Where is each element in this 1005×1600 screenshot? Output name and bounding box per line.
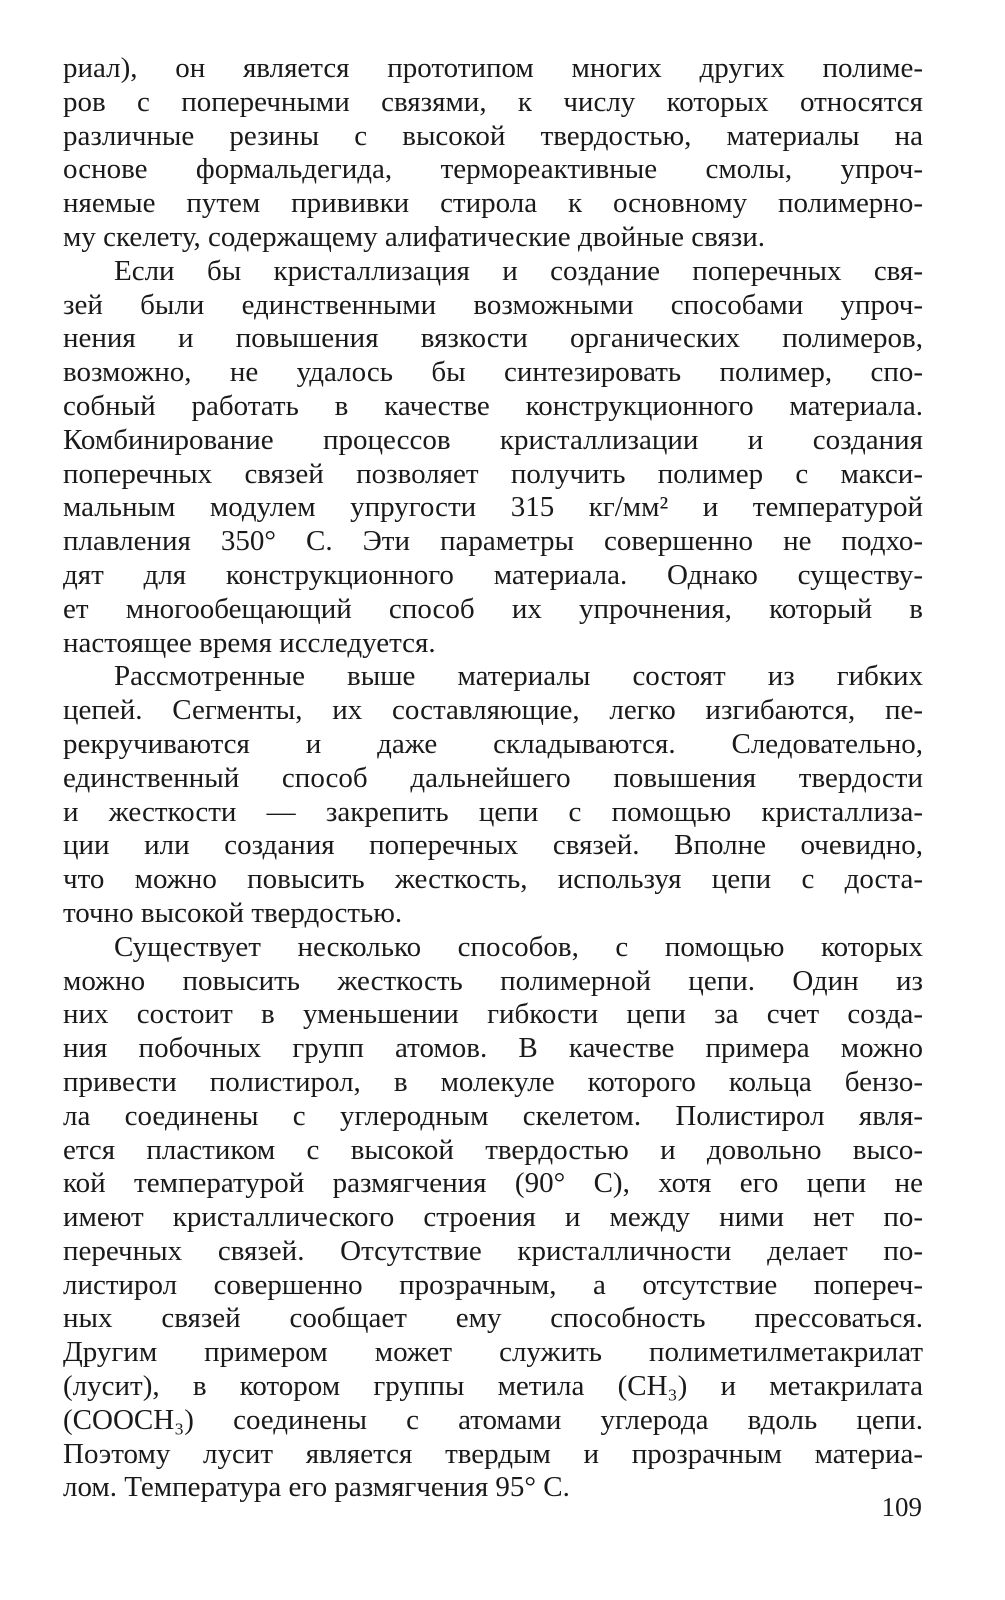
text-line: ла соединены с углеродным скелетом. Полистирол явля- [63, 1099, 923, 1132]
text-line: них состоит в уменьшении гибкости цепи за счет созда- [63, 998, 923, 1031]
text-line: мальным модулем упругости 315 кг/мм² и температурой [63, 491, 923, 524]
text-line: му скелету, содержащему алифатические двойные связи. [63, 220, 765, 253]
text-line: листирол совершенно прозрачным, а отсутствие попереч- [63, 1268, 923, 1301]
text-line: возможно, не удалось бы синтезировать полимер, спо- [63, 356, 923, 389]
text-line: единственный способ дальнейшего повышения твердости [63, 761, 923, 794]
paragraph-4 [63, 931, 923, 1506]
text-line: имеют кристаллического строения и между ними нет по- [63, 1201, 923, 1234]
page-body [63, 52, 923, 1505]
text-line: ет многообещающий способ их упрочнения, который в [63, 592, 923, 625]
text-line: лом. Температура его размягчения 95° С. [63, 1471, 570, 1504]
text-line: перечных связей. Отсутствие кристалличности делает по- [63, 1234, 923, 1267]
text-line: Другим примером может служить полиметилметакрилат [63, 1336, 923, 1369]
text-line: Если бы кристаллизация и создание поперечных свя- [114, 254, 923, 287]
text-line: Поэтому лусит является твердым и прозрачным материа- [63, 1437, 923, 1470]
text-line: ров с поперечными связями, к числу которых относятся [63, 85, 923, 118]
text-line: нения и повышения вязкости органических полимеров, [63, 322, 923, 355]
text-line: Комбинирование процессов кристаллизации и создания [63, 423, 923, 456]
text-line: кой температурой размягчения (90° С), хотя его цепи не [63, 1167, 923, 1200]
text-line: Существует несколько способов, с помощью которых [114, 930, 923, 963]
text-line: (лусит), в котором группы метила (CH₃) и метакрилата [63, 1370, 923, 1403]
text-line: основе формальдегида, термореактивные смолы, упроч- [63, 153, 923, 186]
text-line: ется пластиком с высокой твердостью и довольно высо- [63, 1133, 923, 1166]
text-line: собный работать в качестве конструкционного материала. [63, 389, 923, 422]
text-line: можно повысить жесткость полимерной цепи. Один из [63, 964, 923, 997]
text-line: ния побочных групп атомов. В качестве примера можно [63, 1032, 923, 1065]
paragraph-2 [63, 255, 923, 661]
text-line: и жесткости — закрепить цепи с помощью кристаллиза- [63, 795, 923, 828]
text-line: Рассмотренные выше материалы состоят из гибких [114, 660, 923, 693]
text-line: настоящее время исследуется. [63, 626, 436, 659]
text-line: няемые путем прививки стирола к основному полимерно- [63, 187, 923, 220]
text-line: привести полистирол, в молекуле которого кольца бензо- [63, 1065, 923, 1098]
text-line: что можно повысить жесткость, используя цепи с доста- [63, 863, 923, 896]
paragraph-1 [63, 52, 923, 255]
text-line: поперечных связей позволяет получить полимер с макси- [63, 457, 923, 490]
text-line: плавления 350° С. Эти параметры совершенно не подхо- [63, 525, 923, 558]
text-line: ных связей сообщает ему способность прессоваться. [63, 1302, 923, 1335]
page-number: 109 [881, 1492, 922, 1522]
text-line: точно высокой твердостью. [63, 896, 403, 929]
text-line: (COOCH₃) соединены с атомами углерода вдоль цепи. [63, 1403, 923, 1436]
text-line: дят для конструкционного материала. Однако существу- [63, 558, 923, 591]
text-line: ции или создания поперечных связей. Вполне очевидно, [63, 829, 923, 862]
text-line: рекручиваются и даже складываются. Следовательно, [63, 727, 923, 760]
text-line: зей были единственными возможными способами упроч- [63, 288, 923, 321]
paragraph-3 [63, 660, 923, 930]
text-line: цепей. Сегменты, их составляющие, легко изгибаются, пе- [63, 694, 923, 727]
text-line: различные резины с высокой твердостью, материалы на [63, 119, 923, 152]
text-line: риал), он является прототипом многих других полиме- [63, 52, 923, 84]
